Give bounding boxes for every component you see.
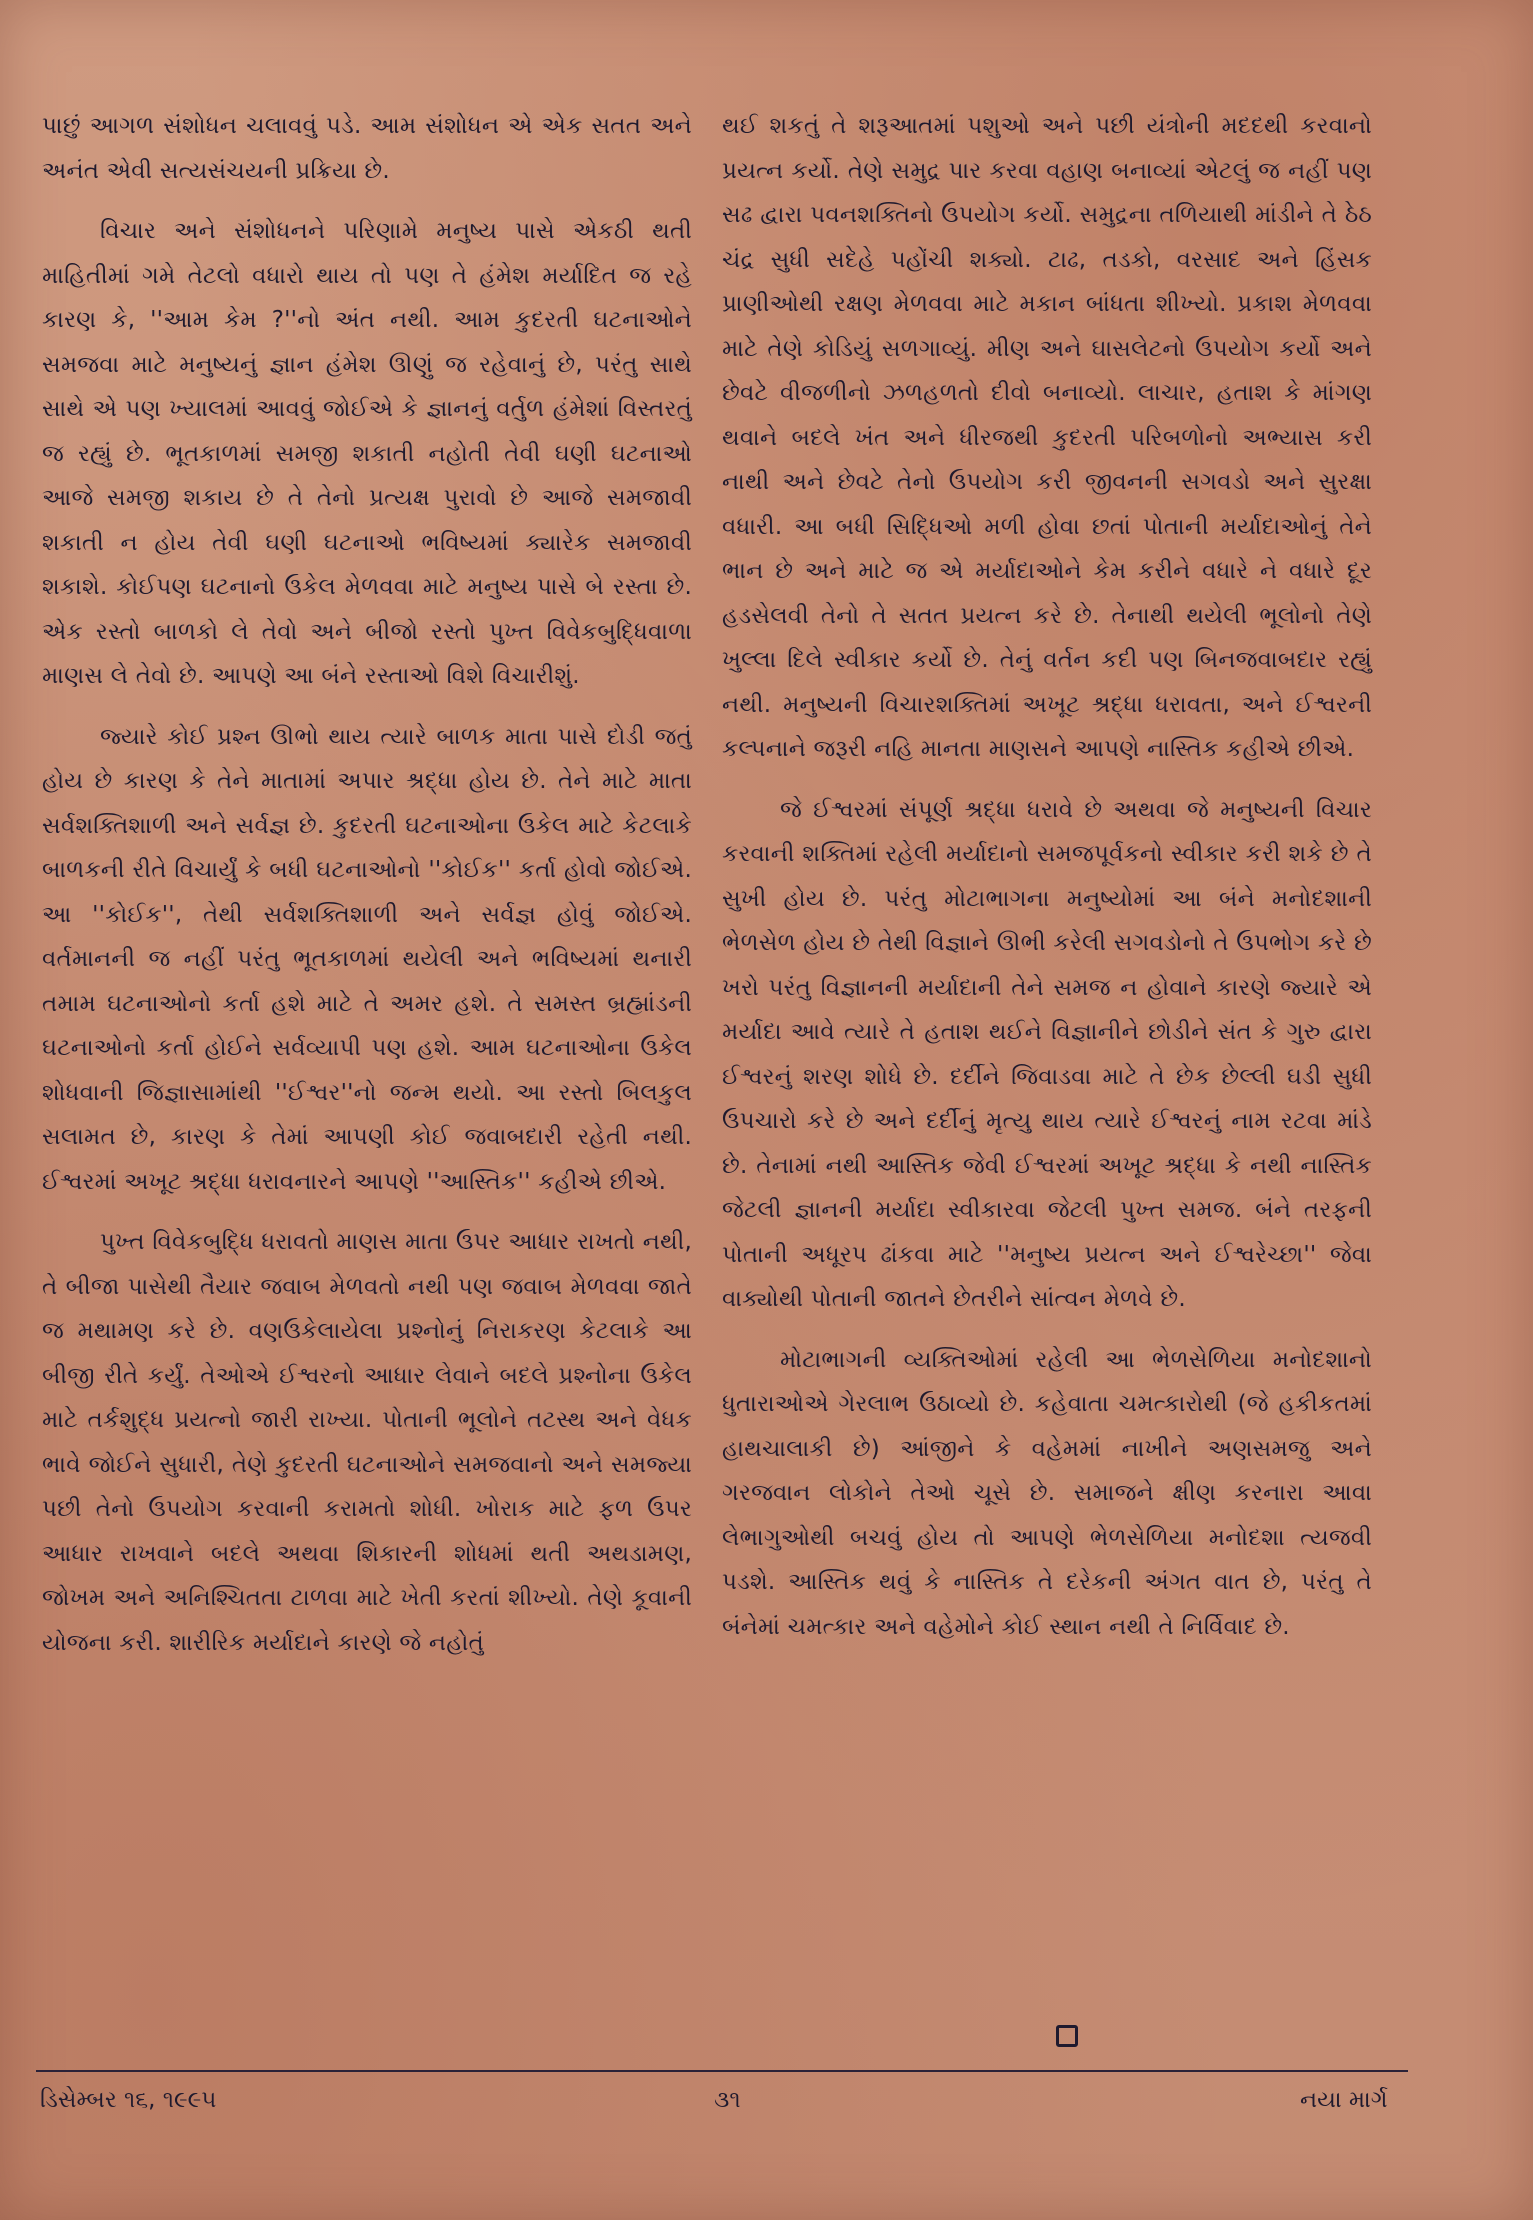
- footer-divider: [36, 2070, 1408, 2072]
- left-paragraph-3: જ્યારે કોઈ પ્રશ્ન ઊભો થાય ત્યારે બાળક માતા પાસે દોડી જતું હોય છે કારણ કે તેને માતામાં અપાર શ્રદ્ધા હોય છે. તેને માટે માતા સર્વશક્તિશાળી અને સર્વજ્ઞ છે. કુદરતી ઘટનાઓના ઉકેલ માટે કેટલાકે બાળકની રીતે વિચાર્યું કે બધી ઘટનાઓનો ''કોઈક'' કર્તા હોવો જોઈએ. આ ''કોઈક'', તેથી સર્વશક્તિશાળી અને સર્વજ્ઞ હોવું જોઈએ. વર્તમાનની જ નહીં પરંતુ ભૂતકાળમાં થયેલી અને ભવિષ્યમાં થનારી તમામ ઘટનાઓનો કર્તા હશે માટે તે અમર હશે. તે સમસ્ત બ્રહ્માંડની ઘટનાઓનો કર્તા હોઈને સર્વવ્યાપી પણ હશે. આમ ઘટનાઓના ઉકેલ શોધવાની જિજ્ઞાસામાંથી ''ઈશ્વર''નો જન્મ થયો. આ રસ્તો બિલકુલ સલામત છે, કારણ કે તેમાં આપણી કોઈ જવાબદારી રહેતી નથી. ઈશ્વરમાં અખૂટ શ્રદ્ધા ધરાવનારને આપણે ''આસ્તિક'' કહીએ છીએ.: [42, 723, 692, 1195]
- right-paragraph-3: મોટાભાગની વ્યક્તિઓમાં રહેલી આ ભેળસેળિયા મનોદશાનો ધુતારાઓએ ગેરલાભ ઉઠાવ્યો છે. કહેવાતા ચમત્કારોથી (જે હકીકતમાં હાથચાલાકી છે) આંજીને કે વહેમમાં નાખીને અણસમજુ અને ગરજવાન લોકોને તેઓ ચૂસે છે. સમાજને ક્ષીણ કરનારા આવા લેભાગુઓથી બચવું હોય તો આપણે ભેળસેળિયા મનોદશા ત્યજવી પડશે. આસ્તિક થવું કે નાસ્તિક તે દરેકની અંગત વાત છે, પરંતુ તે બંનેમાં ચમત્કાર અને વહેમોને કોઈ સ્થાન નથી તે નિર્વિવાદ છે.: [722, 1346, 1372, 1640]
- left-paragraph-1: પાછું આગળ સંશોધન ચલાવવું પડે. આમ સંશોધન એ એક સતત અને અનંત એવી સત્યસંચયની પ્રક્રિયા છે.: [42, 113, 692, 184]
- right-paragraph-2: જે ઈશ્વરમાં સંપૂર્ણ શ્રદ્ધા ધરાવે છે અથવા જે મનુષ્યની વિચાર કરવાની શક્તિમાં રહેલી મર્યાદાનો સમજપૂર્વકનો સ્વીકાર કરી શકે છે તે સુખી હોય છે. પરંતુ મોટાભાગના મનુષ્યોમાં આ બંને મનોદશાની ભેળસેળ હોય છે તેથી વિજ્ઞાને ઊભી કરેલી સગવડોનો તે ઉપભોગ કરે છે ખરો પરંતુ વિજ્ઞાનની મર્યાદાની તેને સમજ ન હોવાને કારણે જ્યારે એ મર્યાદા આવે ત્યારે તે હતાશ થઈને વિજ્ઞાનીને છોડીને સંત કે ગુરુ દ્વારા ઈશ્વરનું શરણ શોધે છે. દર્દીને જિવાડવા માટે તે છેક છેલ્લી ઘડી સુધી ઉપચારો કરે છે અને દર્દીનું મૃત્યુ થાય ત્યારે ઈશ્વરનું નામ રટવા માંડે છે. તેનામાં નથી આસ્તિક જેવી ઈશ્વરમાં અખૂટ શ્રદ્ધા કે નથી નાસ્તિક જેટલી જ્ઞાનની મર્યાદા સ્વીકારવા જેટલી પુખ્ત સમજ. બંને તરફની પોતાની અધૂરપ ઢાંકવા માટે ''મનુષ્ય પ્રયત્ન અને ઈશ્વરેચ્છા'' જેવા વાક્યોથી પોતાની જાતને છેતરીને સાંત્વન મેળવે છે.: [722, 796, 1372, 1312]
- footer-magazine-name: નયા માર્ગ: [1300, 2087, 1388, 2113]
- footer-date: ડિસેમ્બર ૧૬, ૧૯૯૫: [40, 2087, 217, 2113]
- left-paragraph-4: પુખ્ત વિવેકબુદ્ધિ ધરાવતો માણસ માતા ઉપર આધાર રાખતો નથી, તે બીજા પાસેથી તૈયાર જવાબ મેળવતો નથી પણ જવાબ મેળવવા જાતે જ મથામણ કરે છે. વણઉકેલાયેલા પ્રશ્નોનું નિરાકરણ કેટલાકે આ બીજી રીતે કર્યું. તેઓએ ઈશ્વરનો આધાર લેવાને બદલે પ્રશ્નોના ઉકેલ માટે તર્કશુદ્ધ પ્રયત્નો જારી રાખ્યા. પોતાની ભૂલોને તટસ્થ અને વેધક ભાવે જોઈને સુધારી, તેણે કુદરતી ઘટનાઓને સમજવાનો અને સમજ્યા પછી તેનો ઉપયોગ કરવાની કરામતો શોધી. ખોરાક માટે ફળ ઉપર આધાર રાખવાને બદલે અથવા શિકારની શોધમાં થતી અથડામણ, જોખમ અને અનિશ્ચિતતા ટાળવા માટે ખેતી કરતાં શીખ્યો. તેણે કૂવાની યોજના કરી. શારીરિક મર્યાદાને કારણે જે નહોતું: [42, 1229, 692, 1656]
- left-text-column: [42, 104, 692, 1681]
- right-paragraph-1: થઈ શકતું તે શરૂઆતમાં પશુઓ અને પછી યંત્રોની મદદથી કરવાનો પ્રયત્ન કર્યો. તેણે સમુદ્ર પાર કરવા વહાણ બનાવ્યાં એટલું જ નહીં પણ સઢ દ્વારા પવનશક્તિનો ઉપયોગ કર્યો. સમુદ્રના તળિયાથી માંડીને તે ઠેઠ ચંદ્ર સુધી સદેહે પહોંચી શક્યો. ટાઢ, તડકો, વરસાદ અને હિંસક પ્રાણીઓથી રક્ષણ મેળવવા માટે મકાન બાંધતા શીખ્યો. પ્રકાશ મેળવવા માટે તેણે કોડિયું સળગાવ્યું. મીણ અને ઘાસલેટનો ઉપયોગ કર્યો અને છેવટે વીજળીનો ઝળહળતો દીવો બનાવ્યો. લાચાર, હતાશ કે માંગણ થવાને બદલે ખંત અને ધીરજથી કુદરતી પરિબળોનો અભ્યાસ કરી નાથી અને છેવટે તેનો ઉપયોગ કરી જીવનની સગવડો અને સુરક્ષા વધારી. આ બધી સિદ્ધિઓ મળી હોવા છતાં પોતાની મર્યાદાઓનું તેને ભાન છે અને માટે જ એ મર્યાદાઓને કેમ કરીને વધારે ને વધારે દૂર હડસેલવી તેનો તે સતત પ્રયત્ન કરે છે. તેનાથી થયેલી ભૂલોનો તેણે ખુલ્લા દિલે સ્વીકાર કર્યો છે. તેનું વર્તન કદી પણ બિનજવાબદાર રહ્યું નથી. મનુષ્યની વિચારશક્તિમાં અખૂટ શ્રદ્ધા ધરાવતા, અને ઈશ્વરની કલ્પનાને જરૂરી નહિ માનતા માણસને આપણે નાસ્તિક કહીએ છીએ.: [722, 113, 1372, 762]
- right-text-column: [722, 104, 1372, 1665]
- article-end-square-icon: [1056, 2025, 1078, 2047]
- footer-page-number: ૩૧: [714, 2087, 741, 2113]
- left-paragraph-2: વિચાર અને સંશોધનને પરિણામે મનુષ્ય પાસે એકઠી થતી માહિતીમાં ગમે તેટલો વધારો થાય તો પણ તે હંમેશ મર્યાદિત જ રહે કારણ કે, ''આમ કેમ ?''નો અંત નથી. આમ કુદરતી ઘટનાઓને સમજવા માટે મનુષ્યનું જ્ઞાન હંમેશ ઊણું જ રહેવાનું છે, પરંતુ સાથે સાથે એ પણ ખ્યાલમાં આવવું જોઈએ કે જ્ઞાનનું વર્તુળ હંમેશાં વિસ્તરતું જ રહ્યું છે. ભૂતકાળમાં સમજી શકાતી નહોતી તેવી ઘણી ઘટનાઓ આજે સમજી શકાય છે તે તેનો પ્રત્યક્ષ પુરાવો છે આજે સમજાવી શકાતી ન હોય તેવી ઘણી ઘટનાઓ ભવિષ્યમાં ક્યારેક સમજાવી શકાશે. કોઈપણ ઘટનાનો ઉકેલ મેળવવા માટે મનુષ્ય પાસે બે રસ્તા છે. એક રસ્તો બાળકો લે તેવો અને બીજો રસ્તો પુખ્ત વિવેકબુદ્ધિવાળા માણસ લે તેવો છે. આપણે આ બંને રસ્તાઓ વિશે વિચારીશું.: [42, 218, 692, 689]
